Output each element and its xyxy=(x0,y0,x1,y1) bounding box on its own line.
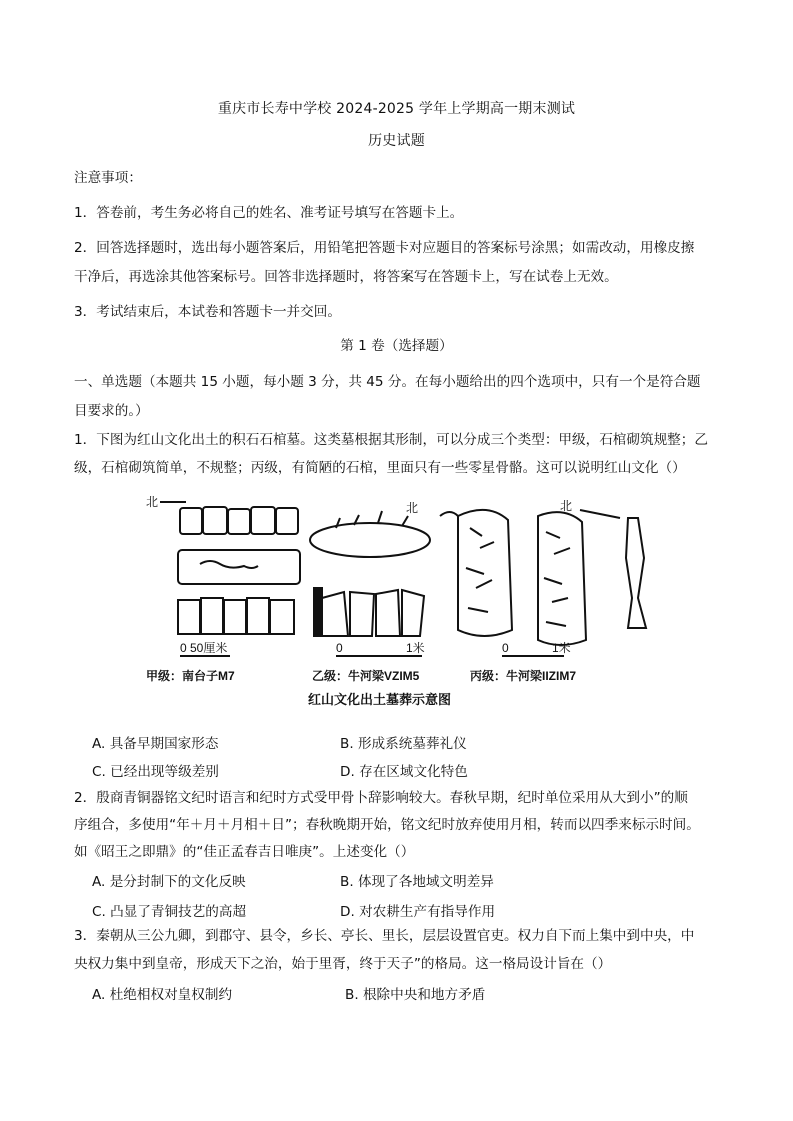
jia-bottom-stone-row xyxy=(178,598,294,634)
north-label-2: 北 xyxy=(406,501,419,515)
q3-stem-line-2: 央权力集中到皇帝，形成天下之治，始于里胥，终于天子”的格局。这一格局设计旨在（） xyxy=(74,956,612,972)
yi-section-shade xyxy=(314,588,322,636)
q3-stem-line-1: 3．秦朝从三公九卿，到郡守、县令，乡长、亭长、里长，层层设置官吏。权力自下而上集中到中央，中 xyxy=(74,928,695,944)
bing-stone-texture-2 xyxy=(544,532,570,626)
grade-bing-label: 丙级：牛河梁IIZIM7 xyxy=(470,669,577,683)
exam-title: 重庆市长寿中学校 2024-2025 学年上学期高一期末测试 xyxy=(217,101,576,117)
q2-option-a[interactable]: A. 是分封制下的文化反映 xyxy=(92,874,246,890)
scale-label-3-zero: 0 xyxy=(502,641,509,655)
q1-option-a[interactable]: A. 具备早期国家形态 xyxy=(92,736,219,752)
q2-option-d[interactable]: D. 对农耕生产有指导作用 xyxy=(340,904,496,920)
note-item-1: 1．答卷前，考生务必将自己的姓名、准考证号填写在答题卡上。 xyxy=(74,205,464,221)
q2-option-b[interactable]: B. 体现了各地域文明差异 xyxy=(340,874,494,890)
note-item-2-line-2: 干净后，再选涂其他答案标号。回答非选择题时，将答案写在答题卡上，写在试卷上无效。 xyxy=(74,269,618,285)
north-label-3: 北 xyxy=(560,499,573,513)
grade-jia-label: 甲级：南台子M7 xyxy=(146,669,235,683)
q1-stem-line-2: 级，石棺砌筑简单，不规整；丙级，有简陋的石棺，里面只有一些零星骨骼。这可以说明红山文化（） xyxy=(74,460,686,476)
yi-bottom-stones xyxy=(322,590,424,636)
yi-stone-oval xyxy=(310,523,430,557)
scale-label-3-unit: 1米 xyxy=(552,641,571,655)
scale-label-1: 0 50厘米 xyxy=(180,641,228,655)
hongshan-burial-figure xyxy=(140,488,660,716)
q2-stem-line-2: 序组合，多使用“年＋月＋月相＋日”；春秋晚期开始，铭文纪时放弃使用月相，转而以四季来标示时间。 xyxy=(74,817,700,833)
q2-stem-line-1: 2．殷商青铜器铭文纪时语言和纪时方式受甲骨卜辞影响较大。春秋早期，纪时单位采用从大到小”的顺 xyxy=(74,790,688,806)
note-item-2-line-1: 2．回答选择题时，选出每小题答案后，用铅笔把答题卡对应题目的答案标号涂黑；如需改动，用橡皮擦 xyxy=(74,240,695,256)
note-item-3: 3．考试结束后，本试卷和答题卡一并交回。 xyxy=(74,304,341,320)
q3-option-b[interactable]: B. 根除中央和地方矛盾 xyxy=(345,987,486,1003)
exam-subtitle: 历史试题 xyxy=(368,133,425,149)
q2-stem-line-3: 如《昭王之即鼎》的“佳正孟春吉日唯庚”。上述变化（） xyxy=(74,844,415,860)
grade-yi-label: 乙级：牛河梁VZIM5 xyxy=(312,669,420,683)
notes-heading: 注意事项： xyxy=(74,170,142,186)
jia-top-stone-row xyxy=(180,507,298,534)
scale-label-2-zero: 0 xyxy=(336,641,343,655)
figure-caption: 红山文化出土墓葬示意图 xyxy=(308,692,452,707)
scale-label-2-unit: 1米 xyxy=(406,641,425,655)
north-arrow-3 xyxy=(580,510,620,518)
jia-skeleton xyxy=(200,561,258,568)
bing-stone-texture-1 xyxy=(466,528,494,612)
north-arrow-2 xyxy=(440,512,458,516)
north-label-1: 北 xyxy=(146,495,159,509)
section-intro-line-1: 一、单选题（本题共 15 小题，每小题 3 分，共 45 分。在每小题给出的四个选项中，只有一个是符合题 xyxy=(74,374,701,390)
q1-option-d[interactable]: D. 存在区域文化特色 xyxy=(340,764,468,780)
q2-option-c[interactable]: C. 凸显了青铜技艺的高超 xyxy=(92,904,247,920)
q1-option-c[interactable]: C. 已经出现等级差别 xyxy=(92,764,219,780)
q1-option-b[interactable]: B. 形成系统墓葬礼仪 xyxy=(340,736,467,752)
q3-option-a[interactable]: A. 杜绝相权对皇权制约 xyxy=(92,987,233,1003)
bing-side-profile xyxy=(626,518,646,628)
volume-heading: 第 1 卷（选择题） xyxy=(340,338,453,354)
bing-stone-mass-1 xyxy=(458,510,512,636)
q1-stem-line-1: 1．下图为红山文化出土的积石石棺墓。这类墓根据其形制，可以分成三个类型：甲级，石棺砌筑规整；乙 xyxy=(74,432,708,448)
section-intro-line-2: 目要求的。） xyxy=(74,403,149,419)
